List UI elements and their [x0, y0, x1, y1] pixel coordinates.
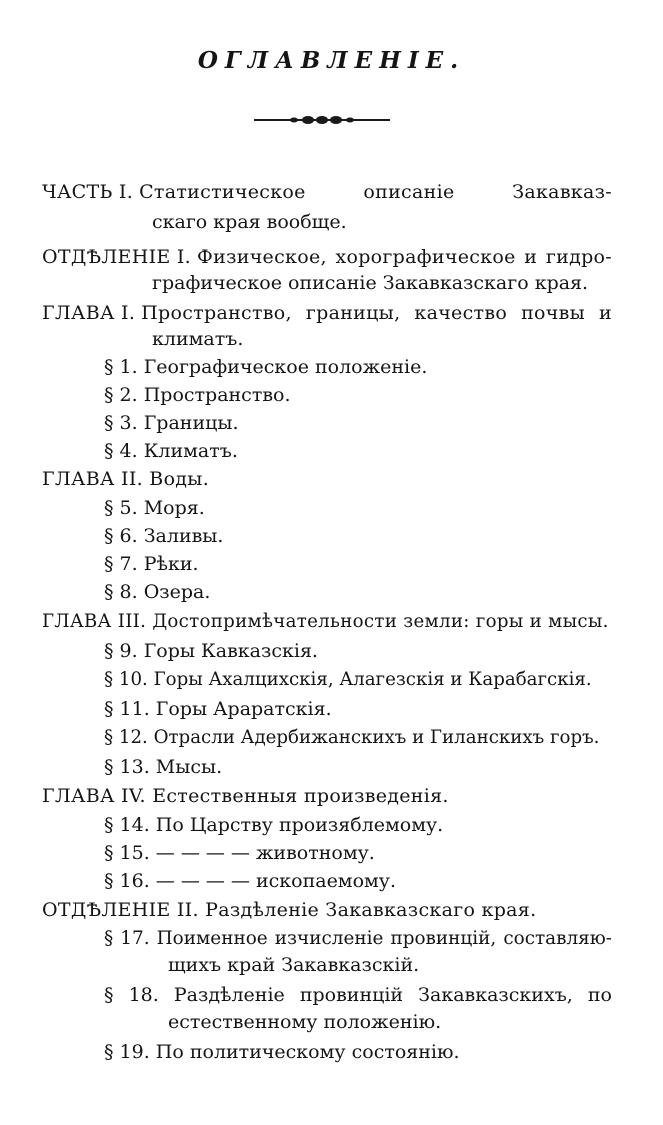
toc-chapter-3: ГЛАВА III. Достопримѣчательности земли: горы и мысы.	[42, 611, 609, 632]
toc-section-17-line-1: § 17. Поименное изчисленiе провинцiй, составляю-	[104, 928, 612, 949]
toc-section-12: § 12. Отрасли Адербижанскихъ и Гиланскихъ горъ.	[104, 727, 600, 748]
toc-section-1: § 1. Географическое положенiе.	[104, 356, 428, 378]
toc-chapter-1-line-2: климатъ.	[152, 328, 244, 350]
toc-section-10: § 10. Горы Ахалцихскiя, Алагезскiя и Карабагскiя.	[104, 669, 592, 690]
toc-section-4: § 4. Климатъ.	[104, 440, 238, 462]
toc-chapter-1-line-1	[42, 301, 612, 325]
toc-chapter-2: ГЛАВА II. Воды.	[42, 468, 210, 490]
toc-division-1-label: ОТДѢЛЕНIЕ I.	[42, 246, 192, 268]
toc-section-9: § 9. Горы Кавказскiя.	[104, 640, 318, 662]
toc-division-1-line-1	[42, 245, 612, 269]
toc-chapter-1-text: Пространство, границы, качество почвы и	[141, 302, 612, 324]
toc-chapter-4: ГЛАВА IV. Естественныя произведенiя.	[42, 785, 449, 807]
toc-section-15: § 15. — — — — животному.	[104, 842, 375, 864]
toc-section-19: § 19. По политическому состоянiю.	[104, 1041, 460, 1063]
toc-section-18-line-1: § 18. Раздѣленiе провинцiй Закавказскихъ, по	[104, 984, 612, 1006]
toc-section-18-line-2: естественному положенiю.	[168, 1011, 442, 1033]
toc-division-2: ОТДѢЛЕНIЕ II. Раздѣленiе Закавказскаго края.	[42, 899, 537, 921]
toc-section-3: § 3. Границы.	[104, 412, 239, 434]
toc-part-1-line-1	[42, 180, 612, 204]
toc-section-6: § 6. Заливы.	[104, 525, 224, 547]
toc-section-13: § 13. Мысы.	[104, 756, 223, 778]
ornament-divider	[252, 112, 392, 128]
toc-part-1-text: Статистическое описанiе Закавказ-	[139, 181, 612, 203]
toc-division-1-line-2: графическое описанiе Закавказскаго края.	[152, 272, 589, 294]
toc-section-14: § 14. По Царству произяблемому.	[104, 814, 444, 836]
page-title: ОГЛАВЛЕНIЕ.	[197, 47, 466, 74]
toc-chapter-1-label: ГЛАВА I.	[42, 302, 136, 324]
toc-section-11: § 11. Горы Араратскiя.	[104, 698, 332, 720]
toc-section-2: § 2. Пространство.	[104, 384, 291, 406]
toc-division-1-text: Физическое, хорографическое и гидро-	[197, 246, 612, 268]
toc-part-1-line-2: скаго края вообще.	[152, 211, 347, 233]
toc-section-7: § 7. Рѣки.	[104, 553, 199, 575]
toc-section-8: § 8. Озера.	[104, 581, 211, 603]
toc-section-17-line-2: щихъ край Закавказскiй.	[168, 954, 420, 976]
toc-part-1-label: ЧАСТЬ I.	[42, 181, 134, 203]
toc-section-16: § 16. — — — — ископаемому.	[104, 870, 397, 892]
toc-section-5: § 5. Моря.	[104, 497, 205, 519]
